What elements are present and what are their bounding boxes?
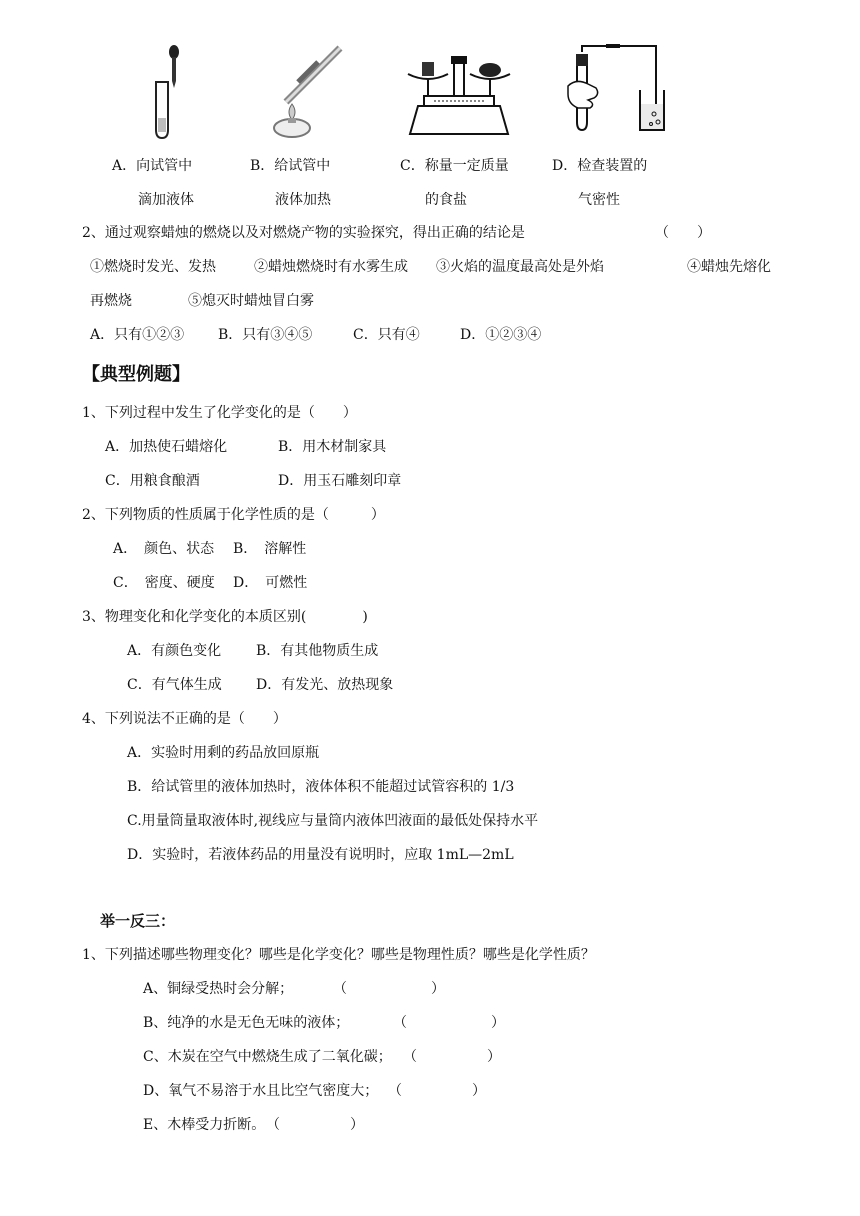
option: D．①②③④ [460,327,542,343]
option: B．用木材制家具 [278,439,387,455]
option: D． 可燃性 [233,575,308,591]
option: A．有颜色变化 [127,643,222,659]
practice-title: 举一反三： [100,912,176,930]
option: C．有气体生成 [127,677,222,693]
section-title: 【典型例题】 [82,364,190,385]
example-2-stem: 2、下列物质的性质属于化学性质的是（ ） [82,507,385,523]
option: B．给试管里的液体加热时，液体体积不能超过试管容积的 1/3 [127,779,515,795]
option: B． 溶解性 [233,541,307,557]
statement-5: ⑤熄灭时蜡烛冒白雾 [188,293,314,309]
practice-answer-blank[interactable]: （ ） [393,1015,505,1031]
practice-item: B、纯净的水是无色无味的液体； [143,1015,350,1031]
option: C.用量筒量取液体时,视线应与量筒内液体凹液面的最低处保持水平 [127,813,539,829]
statement-4-continued: 再燃烧 [90,293,132,309]
practice-item: A、铜绿受热时会分解； [143,981,294,997]
practice-answer-blank[interactable]: （ ） [333,981,445,997]
heating-test-tube-icon [268,42,350,140]
option: C． 密度、硬度 [113,575,215,591]
practice-item: C、木炭在空气中燃烧生成了二氧化碳； [143,1049,392,1065]
figure-d-caption-2: 气密性 [578,192,620,208]
option: C．用粮食酿酒 [105,473,200,489]
figure-b-caption-2: 液体加热 [275,192,331,208]
practice-item: D、氧气不易溶于水且比空气密度大； [143,1083,379,1099]
statement-3: ③火焰的温度最高处是外焰 [436,259,604,275]
option: A．加热使石蜡熔化 [105,439,228,455]
example-1-stem: 1、下列过程中发生了化学变化的是（ ） [82,405,357,421]
example-3-stem: 3、物理变化和化学变化的本质区别( ) [82,609,368,625]
balance-scale-icon [404,48,514,140]
option: B．有其他物质生成 [256,643,379,659]
figure-d-caption-1: D．检查装置的 [552,158,648,174]
airtightness-check-icon [566,42,666,134]
option: A． 颜色、状态 [113,541,215,557]
statement-1: ①燃烧时发光、发热 [90,259,216,275]
question-2-stem: 2、通过观察蜡烛的燃烧以及对燃烧产物的实验探究，得出正确的结论是 [82,225,525,241]
example-4-stem: 4、下列说法不正确的是（ ） [82,711,287,727]
option: C．只有④ [353,327,420,343]
option: A．实验时用剩的药品放回原瓶 [127,745,320,761]
figure-c-caption-1: C．称量一定质量 [400,158,509,174]
practice-answer-blank[interactable]: （ ） [388,1083,486,1099]
practice-answer-blank[interactable]: （ ） [403,1049,501,1065]
statement-2: ②蜡烛燃烧时有水雾生成 [254,259,408,275]
figure-a-caption-2: 滴加液体 [138,192,194,208]
question-2-answer-blank[interactable]: （ ） [655,225,711,241]
option: D．有发光、放热现象 [256,677,394,693]
option: B．只有③④⑤ [218,327,313,343]
figure-a-caption-1: A．向试管中 [112,158,193,174]
figure-c-caption-2: 的食盐 [425,192,467,208]
option: D．用玉石雕刻印章 [278,473,402,489]
figure-b-caption-1: B．给试管中 [250,158,331,174]
dropper-into-test-tube-icon [150,42,190,140]
practice-stem: 1、下列描述哪些物理变化？哪些是化学变化？哪些是物理性质？哪些是化学性质？ [82,947,595,963]
statement-4: ④蜡烛先熔化 [687,259,771,275]
practice-item: E、木棒受力折断。 [143,1117,266,1133]
practice-answer-blank[interactable]: （ ） [266,1117,364,1133]
option: A．只有①②③ [90,327,185,343]
option: D．实验时，若液体药品的用量没有说明时，应取 1mL—2mL [127,847,514,863]
